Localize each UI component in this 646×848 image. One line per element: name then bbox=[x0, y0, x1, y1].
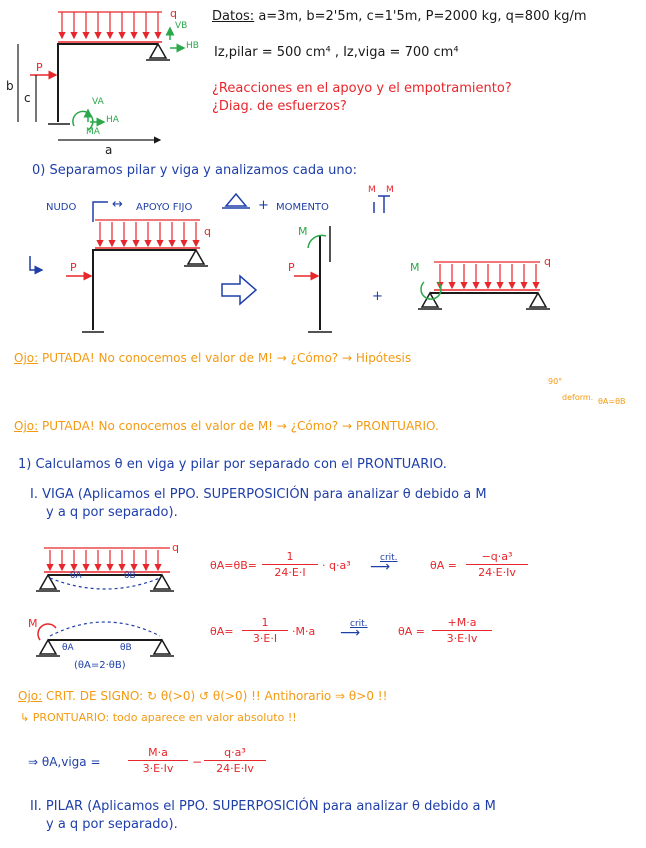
ojo1-sub1: 90° bbox=[548, 377, 563, 386]
final-den2: 24·E·Iv bbox=[216, 762, 254, 775]
final-minus: − bbox=[192, 755, 203, 769]
label-P: P bbox=[36, 61, 43, 74]
theta-A-1: θA bbox=[70, 571, 82, 581]
step1-title: 1) Calculamos θ en viga y pilar por separado con el PRONTUARIO. bbox=[18, 457, 447, 472]
viga-title-2: y a q por separado). bbox=[46, 505, 178, 520]
beam-q-diagram bbox=[36, 548, 174, 591]
frame-diagram-main bbox=[18, 12, 184, 140]
eq1-res-num: −q·a³ bbox=[481, 550, 513, 563]
label-q-3: q bbox=[544, 255, 551, 268]
eq2-res-left: θA = bbox=[398, 625, 425, 638]
final-fraction-1 bbox=[128, 746, 188, 775]
final-den1: 3·E·Iv bbox=[142, 762, 174, 775]
ojo1-sub3: θA=θB bbox=[598, 397, 626, 406]
eq1-fraction bbox=[262, 550, 318, 579]
eq2-num: 1 bbox=[261, 616, 269, 629]
ojo1-text: PUTADA! No conocemos el valor de M! → ¿Cómo? → Hipótesis bbox=[42, 351, 412, 365]
eq1-res-den: 24·E·Iv bbox=[478, 566, 516, 579]
ojo1-sub2: deform. bbox=[562, 393, 594, 402]
viga-title: I. VIGA (Aplicamos el PPO. SUPERPOSICIÓN para analizar θ debido a M bbox=[30, 487, 487, 502]
eq2-left: θA= bbox=[210, 625, 234, 638]
ojo3 bbox=[18, 690, 387, 703]
theta-relation: (θA=2·θB) bbox=[74, 660, 126, 671]
label-HA: HA bbox=[106, 115, 119, 125]
ojo2 bbox=[14, 420, 439, 433]
eq2-res-den: 3·E·Iv bbox=[446, 632, 478, 645]
eq1-arrow: ⟶ bbox=[370, 559, 391, 575]
label-VB: VB bbox=[175, 21, 188, 31]
datos-label: Datos: bbox=[212, 9, 255, 24]
eq1-res-left: θA = bbox=[430, 559, 457, 572]
eq2-fraction bbox=[242, 616, 288, 645]
eq2-result-fraction bbox=[432, 616, 492, 645]
eq1-left: θA=θB= bbox=[210, 559, 257, 572]
label-VA: VA bbox=[92, 97, 104, 107]
label-M-viga: M bbox=[410, 261, 420, 274]
eq1-crit: crit. bbox=[380, 553, 398, 563]
eq1-num: 1 bbox=[286, 550, 294, 563]
eq1-result-fraction bbox=[466, 550, 528, 579]
question-diagrams: ¿Diag. de esfuerzos? bbox=[212, 99, 347, 114]
datos-block bbox=[212, 10, 587, 24]
pilar-title-2: y a q por separado). bbox=[46, 817, 178, 832]
plus-sign: + bbox=[372, 289, 383, 304]
ojo2-text: PUTADA! No conocemos el valor de M! → ¿Cómo? → PRONTUARIO. bbox=[42, 419, 439, 433]
ojo1-label: Ojo: bbox=[14, 351, 39, 365]
momento-M-label: M bbox=[368, 185, 376, 195]
label-c: c bbox=[24, 91, 31, 105]
ojo1 bbox=[14, 352, 411, 365]
ojo3-sub: ↳ PRONTUARIO: todo aparece en valor absoluto !! bbox=[20, 711, 297, 724]
frame-diagram-2 bbox=[30, 220, 550, 332]
eq1-tail: · q·a³ bbox=[322, 559, 351, 572]
label-P-2: P bbox=[70, 261, 77, 274]
inertia-values: Iz,pilar = 500 cm⁴ , Iz,viga = 700 cm⁴ bbox=[214, 45, 459, 60]
eq2-crit: crit. bbox=[350, 619, 368, 629]
final-num2: q·a³ bbox=[224, 746, 246, 759]
label-M-pilar: M bbox=[298, 225, 308, 238]
beam-m-diagram bbox=[36, 622, 174, 656]
label-b: b bbox=[6, 79, 14, 93]
label-q: q bbox=[170, 7, 177, 20]
final-prefix: ⇒ θA,viga = bbox=[28, 755, 101, 769]
eq2-arrow: ⟶ bbox=[340, 625, 361, 641]
label-HB: HB bbox=[186, 41, 199, 51]
question-reactions: ¿Reacciones en el apoyo y el empotramiento? bbox=[212, 81, 512, 96]
datos-values: a=3m, b=2'5m, c=1'5m, P=2000 kg, q=800 kg/m bbox=[258, 9, 587, 24]
label-P-3: P bbox=[288, 261, 295, 274]
nudo-arrow: ↔ bbox=[112, 197, 123, 212]
ojo3-label: Ojo: bbox=[18, 689, 43, 703]
label-q-2: q bbox=[204, 225, 211, 238]
label-a: a bbox=[105, 143, 113, 157]
theta-A-2: θA bbox=[62, 643, 74, 653]
theta-B-1: θB bbox=[124, 571, 136, 581]
apoyo-fijo-label: APOYO FIJO bbox=[136, 202, 193, 213]
eq2-tail: ·M·a bbox=[292, 625, 316, 638]
momento-M-label-2: M bbox=[386, 185, 394, 195]
nudo-plus: + bbox=[258, 198, 269, 213]
step0-title: 0) Separamos pilar y viga y analizamos cada uno: bbox=[32, 163, 357, 178]
eq2-den: 3·E·I bbox=[252, 632, 278, 645]
nudo-label: NUDO bbox=[46, 202, 77, 213]
momento-label: MOMENTO bbox=[276, 202, 329, 213]
eq2-res-num: +M·a bbox=[447, 616, 477, 629]
label-q-4: q bbox=[172, 541, 179, 554]
ojo2-label: Ojo: bbox=[14, 419, 39, 433]
theta-B-2: θB bbox=[120, 643, 132, 653]
label-MA: MA bbox=[86, 127, 100, 137]
eq1-den: 24·E·I bbox=[274, 566, 306, 579]
final-num1: M·a bbox=[148, 746, 168, 759]
ojo3-text: CRIT. DE SIGNO: ↻ θ(>0) ↺ θ(>0) !! Antihorario ⇒ θ>0 !! bbox=[46, 689, 388, 703]
label-M-beam: M bbox=[28, 617, 38, 630]
final-fraction-2 bbox=[204, 746, 266, 775]
pilar-title: II. PILAR (Aplicamos el PPO. SUPERPOSICIÓN para analizar θ debido a M bbox=[30, 799, 496, 814]
